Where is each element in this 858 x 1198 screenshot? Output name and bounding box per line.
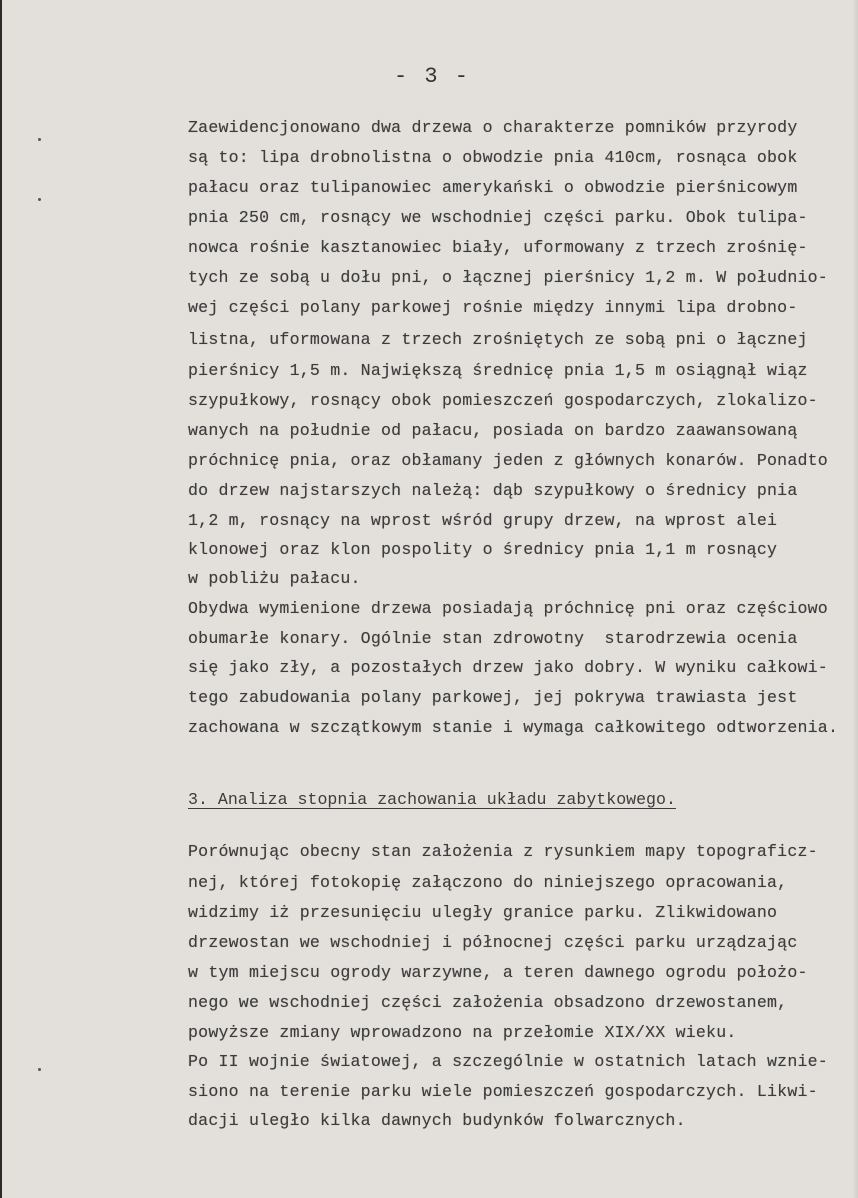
text-line: listna, uformowana z trzech zrośniętych ze sobą pni o łącznej <box>188 330 808 349</box>
text-line: nej, której fotokopię załączono do niniejszego opracowania, <box>188 873 788 892</box>
text-line: pałacu oraz tulipanowiec amerykański o obwodzie pierśnicowym <box>188 178 798 197</box>
scan-edge-shading <box>852 0 858 1198</box>
text-line: tych ze sobą u dołu pni, o łącznej pierśnicy 1,2 m. W południo- <box>188 268 828 287</box>
text-line: Po II wojnie światowej, a szczególnie w ostatnich latach wznie- <box>188 1052 828 1071</box>
text-line: zachowana w szczątkowym stanie i wymaga całkowitego odtworzenia. <box>188 718 839 737</box>
text-line: pierśnicy 1,5 m. Największą średnicę pnia 1,5 m osiągnął wiąz <box>188 361 808 380</box>
text-line: nowca rośnie kasztanowiec biały, uformowany z trzech zrośnię- <box>188 238 808 257</box>
text-line: do drzew najstarszych należą: dąb szypułkowy o średnicy pnia <box>188 481 798 500</box>
text-line: klonowej oraz klon pospolity o średnicy pnia 1,1 m rosnący <box>188 540 778 559</box>
text-line: tego zabudowania polany parkowej, jej pokrywa trawiasta jest <box>188 688 798 707</box>
text-line: Obydwa wymienione drzewa posiadają próchnicę pni oraz częściowo <box>188 599 828 618</box>
text-line: siono na terenie parku wiele pomieszczeń gospodarczych. Likwi- <box>188 1082 818 1101</box>
text-line: wanych na południe od pałacu, posiada on bardzo zaawansowaną <box>188 421 798 440</box>
text-line: są to: lipa drobnolistna o obwodzie pnia 410cm, rosnąca obok <box>188 148 798 167</box>
text-line: dacji uległo kilka dawnych budynków folwarcznych. <box>188 1111 686 1130</box>
text-line: w tym miejscu ogrody warzywne, a teren dawnego ogrodu położo- <box>188 963 808 982</box>
text-line: szypułkowy, rosnący obok pomieszczeń gospodarczych, zlokalizo- <box>188 391 818 410</box>
margin-dot <box>38 1068 41 1071</box>
margin-dot <box>38 198 41 201</box>
text-line: Porównując obecny stan założenia z rysunkiem mapy topograficz- <box>188 842 818 861</box>
text-line: obumarłe konary. Ogólnie stan zdrowotny starodrzewia ocenia <box>188 629 798 648</box>
margin-dot <box>38 138 41 141</box>
page-number: - 3 - <box>394 64 471 89</box>
text-line: drzewostan we wschodniej i północnej części parku urządzając <box>188 933 798 952</box>
text-line: Zaewidencjonowano dwa drzewa o charakterze pomników przyrody <box>188 118 798 137</box>
section-heading: 3. Analiza stopnia zachowania układu zabytkowego. <box>188 790 676 809</box>
text-line: nego we wschodniej części założenia obsadzono drzewostanem, <box>188 993 788 1012</box>
text-line: widzimy iż przesunięciu uległy granice parku. Zlikwidowano <box>188 903 778 922</box>
text-line: wej części polany parkowej rośnie między innymi lipa drobno- <box>188 298 798 317</box>
text-line: pnia 250 cm, rosnący we wschodniej części parku. Obok tulipa- <box>188 208 808 227</box>
text-line: próchnicę pnia, oraz obłamany jeden z głównych konarów. Ponadto <box>188 451 828 470</box>
text-line: się jako zły, a pozostałych drzew jako dobry. W wyniku całkowi- <box>188 658 828 677</box>
text-line: powyższe zmiany wprowadzono na przełomie XIX/XX wieku. <box>188 1023 737 1042</box>
text-line: w pobliżu pałacu. <box>188 569 361 588</box>
text-line: 1,2 m, rosnący na wprost wśród grupy drzew, na wprost alei <box>188 511 778 530</box>
